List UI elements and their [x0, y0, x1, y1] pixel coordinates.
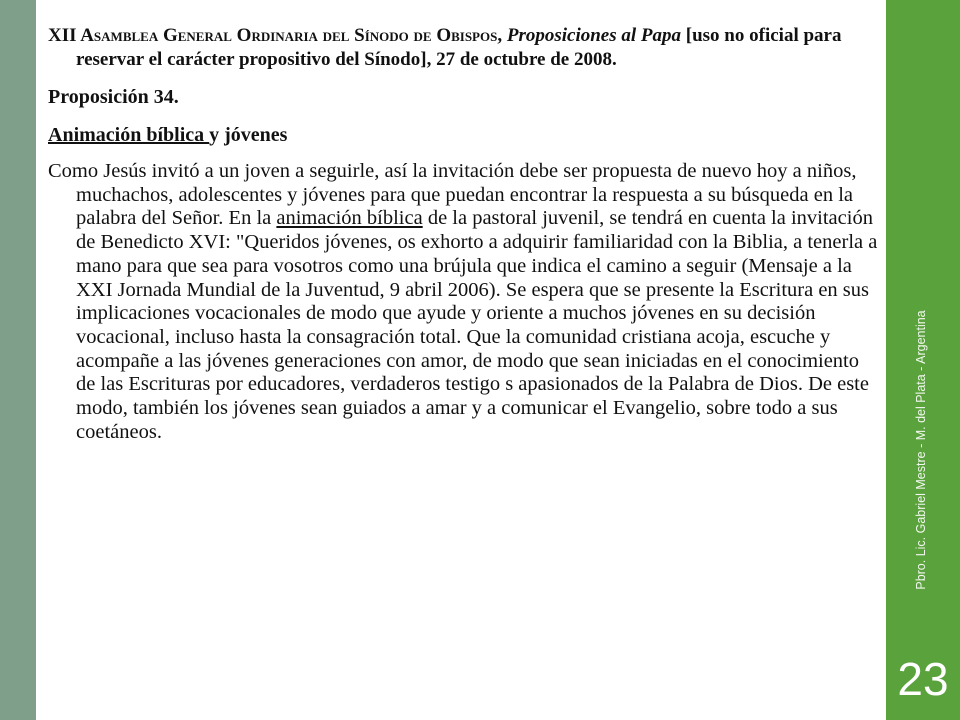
body-paragraph	[48, 160, 878, 444]
header-detail: [uso no oficial para reservar el carácter propositivo del Sínodo], 27 de octubre de 2008.	[76, 25, 842, 70]
header-title: XII Asamblea General Ordinaria del Sínodo de Obispos,	[48, 25, 503, 46]
proposition-label: Proposición	[48, 86, 149, 108]
subtitle-rest: y jóvenes	[209, 124, 288, 146]
proposition-number: 34.	[153, 86, 179, 108]
page-number: 23	[897, 653, 949, 705]
author-caption: Pbro. Lic. Gabriel Mestre - M. del Plata - Argentina	[914, 310, 928, 590]
slide-content	[48, 24, 878, 444]
body-text-part1: Como Jesús invitó a un joven a seguirle, así la invitación debe ser propuesta de nuevo hoy a niños, muchachos, adolescentes y jóvenes para que puedan encontrar la respuesta a su búsqueda en la palabra del Señor. En la	[48, 160, 857, 230]
body-underlined-phrase: animación bíblica	[276, 207, 423, 230]
source-header	[48, 24, 878, 72]
left-decorative-bar	[0, 0, 36, 720]
subtitle-underlined: Animación bíblica	[48, 124, 210, 146]
proposition-heading	[48, 84, 878, 110]
section-subtitle	[48, 122, 878, 148]
body-text-part2: de la pastoral juvenil, se tendrá en cuenta la invitación de Benedicto XVI: "Queridos jóvenes, os exhorto a adquirir familiaridad con la Biblia, a tenerla a mano para que sea para vosotros como una brújula que indica el camino a seguir (Mensaje a la XXI Jornada Mundial de la Juventud, 9 abril 2006). Se espera que se presente la Escritura en sus implicaciones vocacionales de modo que ayude y oriente a muchos jóvenes en su decisión vocacional, incluso hasta la consagración total. Que la comunidad cristiana acoja, escuche y acompañe a las jóvenes generaciones con amor, de modo que sean iniciadas en el conocimiento de las Escrituras por educadores, verdaderos testigo s apasionados de la Palabra de Dios. De este modo, también los jóvenes sean guiados a amar y a comunicar el Evangelio, sobre todo a sus coetáneos.	[76, 207, 878, 443]
header-italic-title: Proposiciones al Papa	[506, 25, 682, 46]
